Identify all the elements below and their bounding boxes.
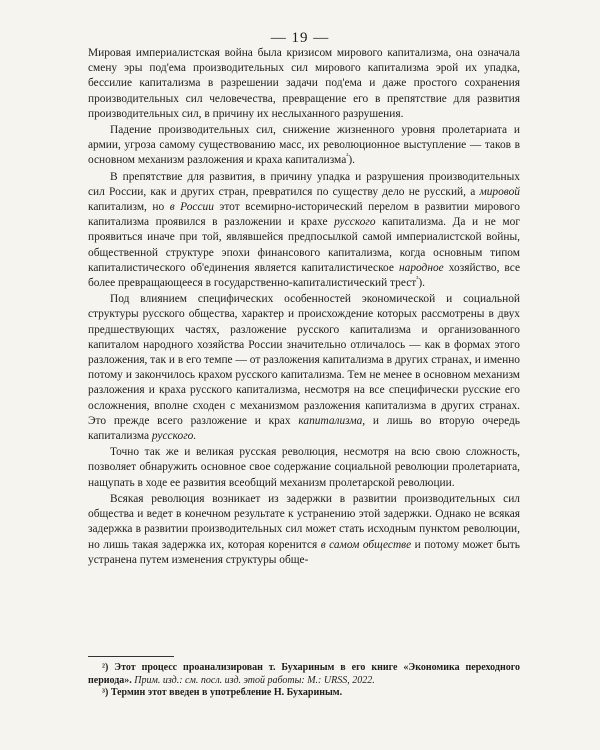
paragraph-2-end: ).: [348, 154, 356, 167]
footnote-2-text: Этот процесс проанализирован т. Бухариным в его книге «Экономика переходного периода».: [88, 662, 520, 686]
p3-text-e: этот всемирно-исторический перелом в развитии мирового капитализма проявился в разложении и крахе: [88, 201, 520, 229]
p3-text-g: капитализма. Да и не мог проявиться иначе при той, являвшейся предпосылкой самой империалистской войны, общественной структуре эпохи финансового капитализма, когда основным типом капиталистического об'единения является капиталистическое: [88, 216, 520, 274]
paragraph-1: Мировая империалистская война была кризисом мирового капитализма, она означала смену эры под'ема производительных сил мирового капитализма эрой их упадка, бессилие капитализма в разрешении задачи под'ема и даже простого сохранения производительных сил человечества, превращение его в препятствие для развития производительных сил, в причину их неслыханного разрушения.: [88, 47, 520, 120]
p3-emph-russian: русского: [334, 216, 376, 229]
footnote-3-mark: ³): [102, 687, 109, 699]
main-text: [88, 46, 520, 568]
footnote-2-publisher-note: Прим. изд.: см. посл. изд. этой работы: М.: URSS, 2022.: [131, 674, 375, 686]
footnote-2-mark: ²): [102, 662, 109, 673]
page-number: — 19 —: [270, 30, 330, 46]
footnote-3-text: Термин этот введен в употребление Н. Бухариным.: [108, 687, 343, 699]
paragraph-2: [88, 123, 520, 169]
p3-text-c: капитализм, но: [88, 201, 170, 214]
paragraph-5: Точно так же и великая русская революция, несмотря на всю свою сложность, позволяет обнаружить основное свое содержание социальной революции пролетариата, нащупать в ходе ее развития всеобщий механизм пролетарской революции.: [88, 446, 520, 489]
p3-text-a: В препятствие для развития, в причину упадка и разрушения производительных сил России, как и других стран, превратился по существу дело не русский, а: [88, 170, 520, 198]
paragraph-6: [88, 492, 520, 568]
p6-text-a: Всякая революция возникает из задержки в развитии производительных сил общества и ведет в конечном результате к устранению этой задержки. Однако не всякая задержка в развитии производительных сил может стать исходным пунктом революции, но лишь такая задержка их, которая коренится: [88, 492, 520, 551]
paragraph-2-text: Падение производительных сил, снижение жизненного уровня пролетариата и армии, угроза самому существованию масс, их революционное выступление — таков в основном механизм разложения и краха капитализма: [88, 124, 520, 167]
footnote-3: [88, 687, 520, 700]
p3-emph-russia: в России: [169, 201, 214, 214]
paragraph-4: [88, 292, 520, 444]
footnote-divider: [88, 656, 174, 657]
p4-text-a: Под влиянием специфических особенностей экономической и социальной структуры русского общества, характер и происхождение которых рассмотрены в двух предшествующих частях, разложение русского капитализма и организованного капиталом народного хозяйства России значительно отличалось — как в формах этого разложения, так и в его темпе — от разложения капитализма в других странах, и именно потому и закончилось крахом русского капитализма. Тем не менее в основном механизм разложения и краха русского капитализма, несмотря на все специфически русские его осложнения, вполне сходен с механизмом разложения капитализма в других странах. Это прежде всего разложение и крах: [88, 293, 520, 427]
p6-emph-society: в самом обществе: [320, 538, 412, 551]
footnote-2: [88, 662, 520, 687]
p4-emph-capitalism: капитализма,: [298, 414, 366, 427]
p3-emph-world: мировой: [479, 185, 520, 198]
p6-text-c: и потому может быть устранена путем изменения структуры обще-: [88, 538, 520, 566]
footnote-ref-2: ²: [346, 152, 349, 161]
paragraph-3: [88, 170, 520, 292]
p4-text-c: и лишь во вторую очередь капитализма: [88, 414, 520, 443]
p3-text-i: хозяйство, все более превращающееся в государственно-капиталистический трест: [88, 261, 520, 290]
footnotes: [88, 662, 520, 700]
p4-emph-russian: русского.: [151, 430, 197, 443]
footnote-ref-3: ³: [416, 275, 419, 284]
p3-emph-national: народное: [398, 261, 444, 274]
p3-end: ).: [418, 277, 425, 290]
